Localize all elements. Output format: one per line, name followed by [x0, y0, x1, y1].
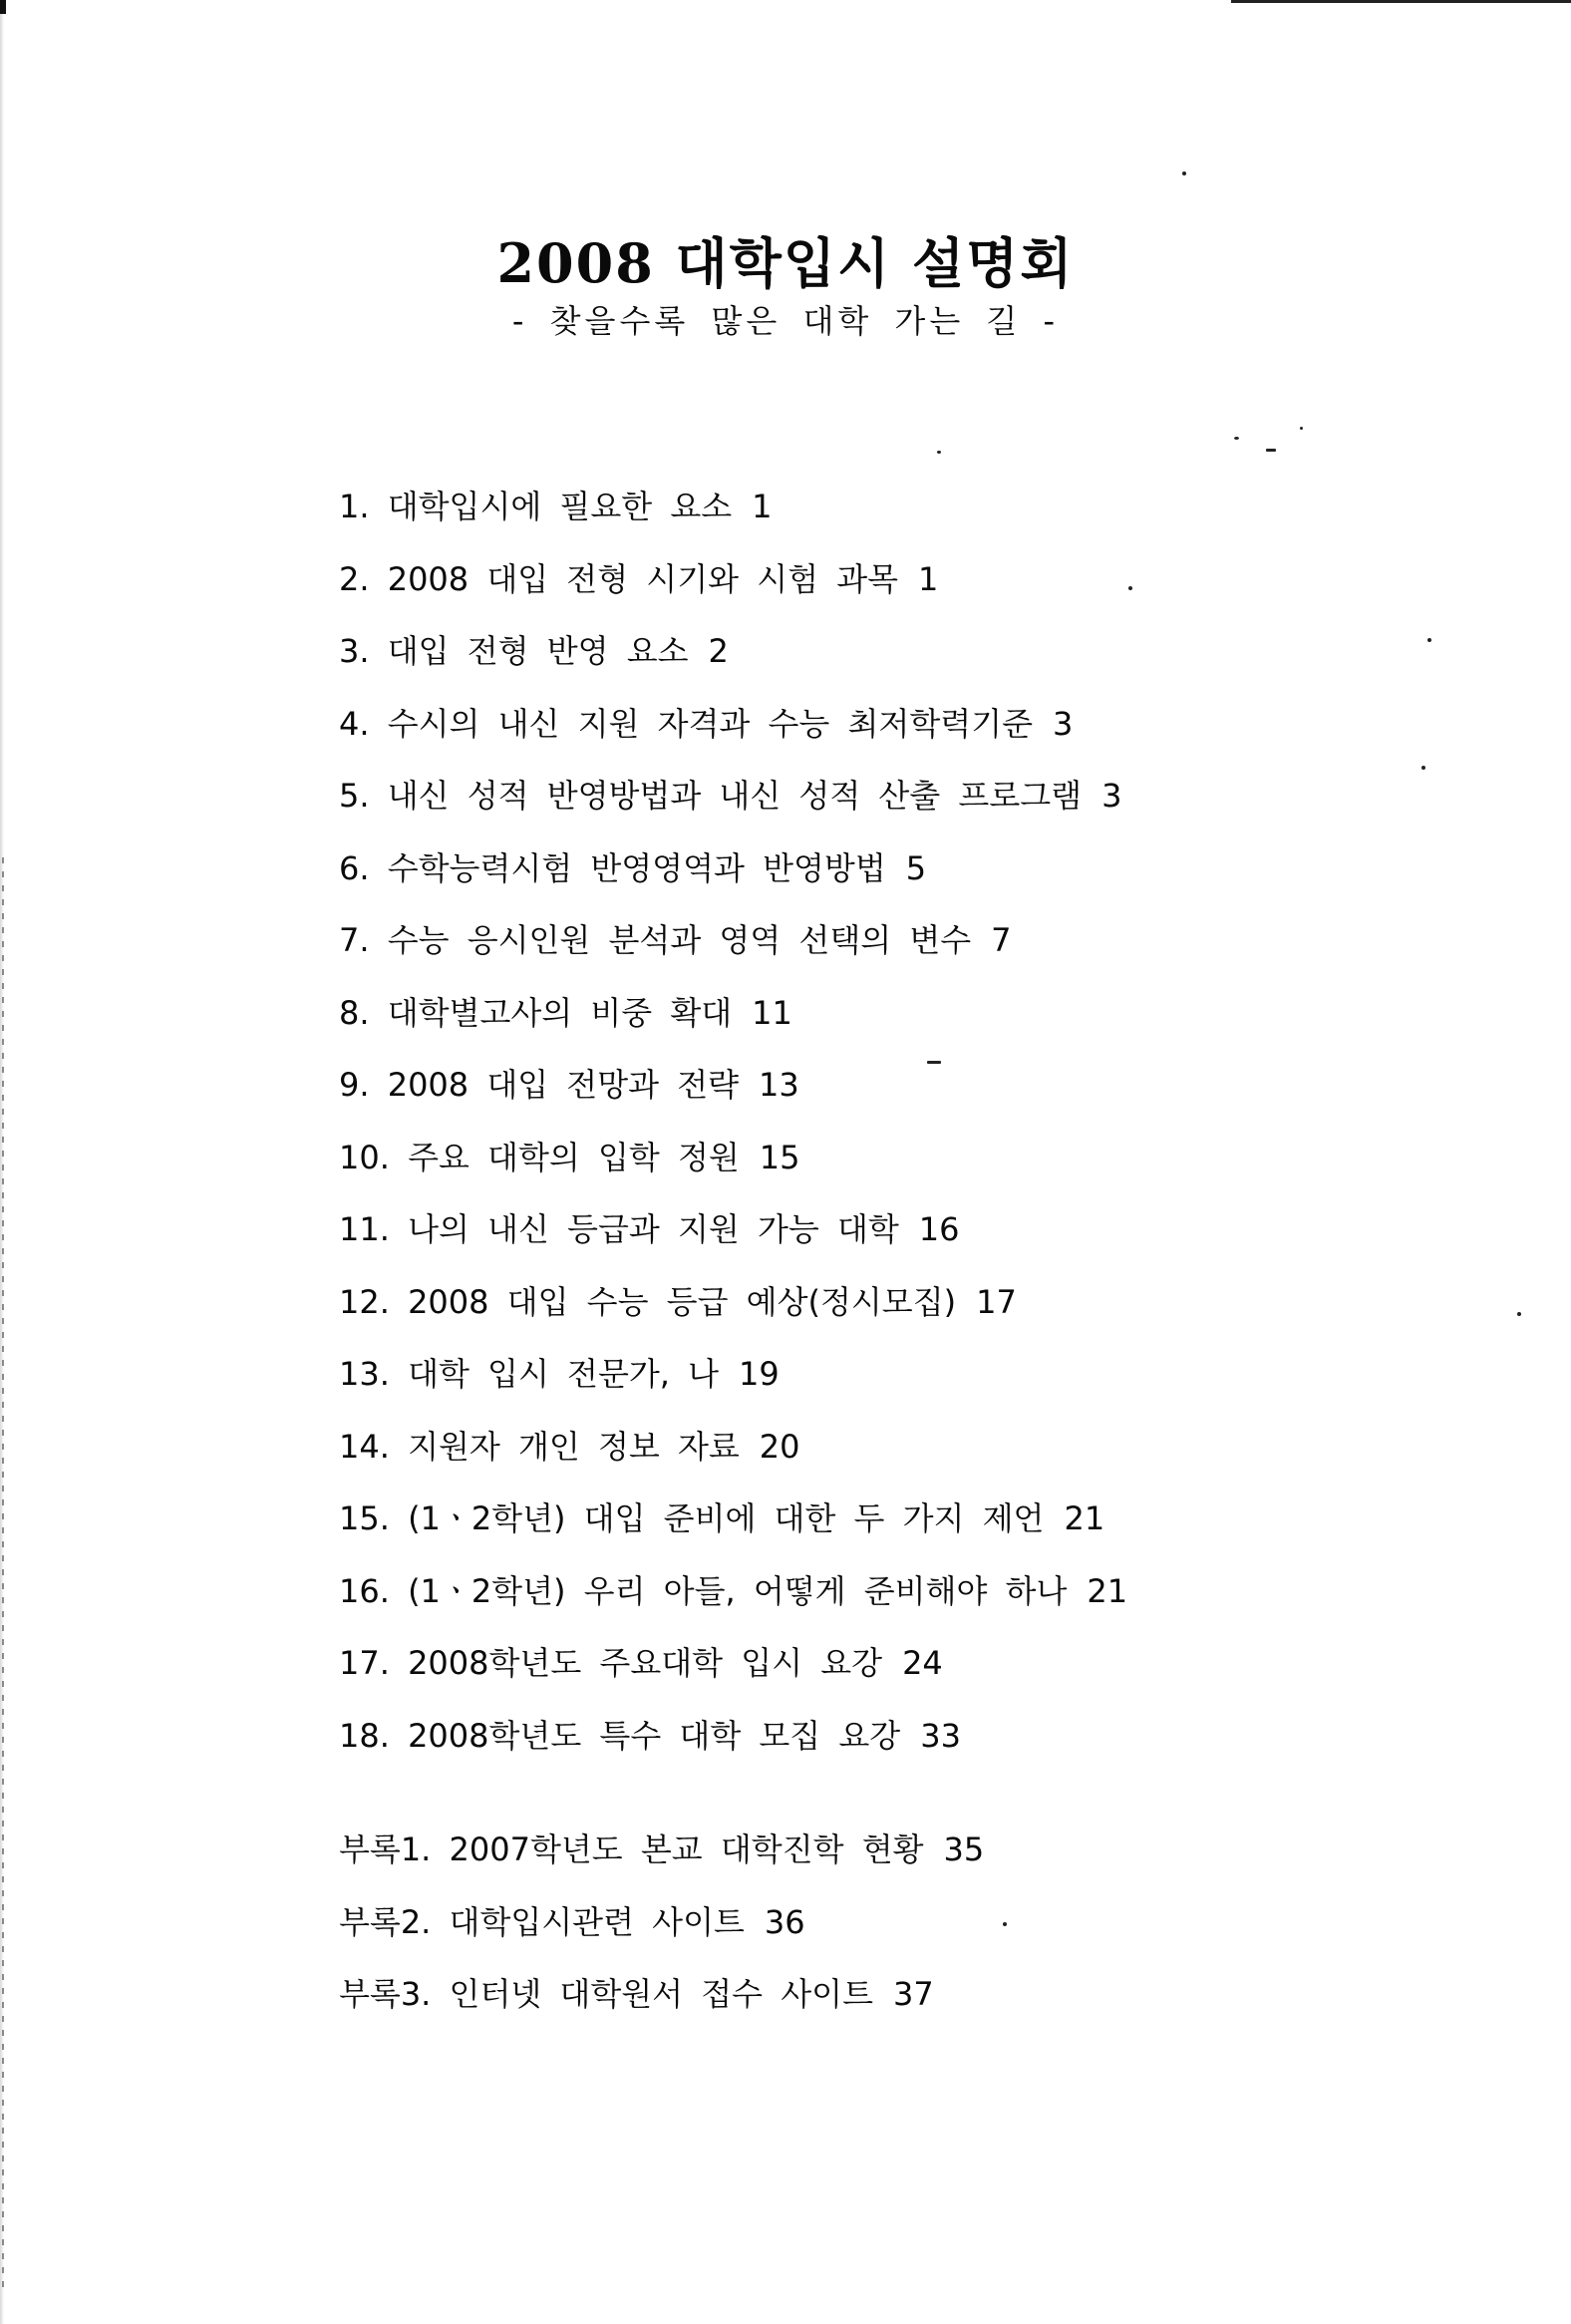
toc-item-label: 13. 대학 입시 전문가, 나 — [339, 1355, 720, 1393]
title-block — [0, 231, 1571, 340]
scan-speck — [1234, 437, 1239, 440]
toc-item-label: 9. 2008 대입 전망과 전략 — [339, 1066, 740, 1104]
page-title: 2008 대학입시 설명회 — [496, 231, 1075, 295]
toc-item-page: 21 — [1087, 1571, 1128, 1610]
toc-item — [339, 1494, 1336, 1567]
scan-speck — [1421, 766, 1425, 770]
toc-item — [339, 916, 1336, 989]
toc-item-page: 3 — [1052, 704, 1074, 743]
scan-speck — [1266, 449, 1276, 452]
toc-item — [339, 772, 1336, 844]
scan-speck — [1517, 1312, 1521, 1316]
toc-item-page: 1 — [752, 488, 773, 525]
toc-item — [339, 1350, 1336, 1423]
toc-appendix-item — [339, 1826, 1336, 1898]
scan-speck — [1182, 171, 1186, 175]
toc-item-label: 15. (1ㆍ2학년) 대입 준비에 대한 두 가지 제언 — [339, 1499, 1045, 1537]
toc-item-page: 15 — [759, 1138, 800, 1176]
toc-item — [339, 627, 1336, 700]
toc-item-label: 부록2. 대학입시관련 사이트 — [339, 1902, 745, 1941]
toc-item — [339, 1567, 1336, 1640]
toc-item-label: 2. 2008 대입 전형 시기와 시험 과목 — [339, 559, 899, 598]
toc-item-label: 1. 대학입시에 필요한 요소 — [339, 488, 733, 525]
scan-line-top — [1231, 0, 1571, 3]
toc-item-page: 24 — [902, 1644, 943, 1682]
toc-item-label: 16. (1ㆍ2학년) 우리 아들, 어떻게 준비해야 하나 — [339, 1571, 1068, 1610]
toc-item-label: 18. 2008학년도 특수 대학 모집 요강 — [339, 1716, 901, 1755]
scan-speck — [937, 451, 941, 454]
toc-item — [339, 1134, 1336, 1206]
toc-item — [339, 1712, 1336, 1785]
toc-item — [339, 555, 1336, 628]
toc-item — [339, 844, 1336, 917]
toc-item — [339, 1423, 1336, 1495]
toc-item — [339, 700, 1336, 773]
corner-mark — [0, 0, 6, 14]
scan-speck — [1300, 427, 1303, 430]
toc-item — [339, 1278, 1336, 1351]
toc-item-label: 14. 지원자 개인 정보 자료 — [339, 1427, 740, 1466]
toc-item — [339, 483, 1336, 555]
toc-item-page: 36 — [764, 1902, 805, 1941]
toc-item-page: 19 — [739, 1355, 780, 1393]
toc-appendix-item — [339, 1898, 1336, 1971]
toc-item-page: 17 — [976, 1282, 1017, 1321]
toc-item-page: 7 — [991, 921, 1012, 959]
toc-item-label: 4. 수시의 내신 지원 자격과 수능 최저학력기준 — [339, 704, 1033, 743]
toc-appendix-item — [339, 1970, 1336, 2043]
toc-item — [339, 1061, 1336, 1134]
toc-item-page: 16 — [918, 1210, 960, 1248]
toc-item-page: 35 — [943, 1830, 985, 1868]
toc-item-label: 3. 대입 전형 반영 요소 — [339, 632, 689, 670]
toc-item-page: 11 — [752, 993, 792, 1032]
toc-item-label: 6. 수학능력시험 반영영역과 반영방법 — [339, 848, 886, 887]
toc-item-page: 37 — [893, 1975, 934, 2013]
toc-item — [339, 989, 1336, 1062]
toc-item-page: 33 — [920, 1716, 961, 1755]
toc-item-label: 10. 주요 대학의 입학 정원 — [339, 1138, 740, 1176]
toc-item-label: 8. 대학별고사의 비중 확대 — [339, 993, 733, 1032]
table-of-contents — [339, 483, 1336, 2043]
toc-item-label: 부록1. 2007학년도 본교 대학진학 현황 — [339, 1830, 924, 1868]
scan-mark-left — [2, 857, 4, 2293]
toc-item-page: 5 — [905, 848, 927, 887]
toc-item-page: 13 — [759, 1066, 799, 1104]
scan-speck — [1427, 638, 1431, 642]
toc-item-page: 1 — [918, 559, 939, 598]
toc-item-page: 20 — [759, 1427, 800, 1466]
toc-section-gap — [339, 1784, 1336, 1826]
toc-item-label: 7. 수능 응시인원 분석과 영역 선택의 변수 — [339, 921, 972, 959]
toc-item-label: 12. 2008 대입 수능 등급 예상(정시모집) — [339, 1282, 957, 1321]
page-subtitle: - 찾을수록 많은 대학 가는 길 - — [511, 301, 1060, 340]
toc-item-page: 2 — [708, 632, 729, 670]
toc-item-label: 5. 내신 성적 반영방법과 내신 성적 산출 프로그램 — [339, 777, 1083, 815]
toc-item-label: 11. 나의 내신 등급과 지원 가능 대학 — [339, 1210, 899, 1248]
toc-item-label: 부록3. 인터넷 대학원서 접수 사이트 — [339, 1975, 873, 2013]
toc-item-page: 21 — [1064, 1499, 1105, 1537]
toc-item — [339, 1205, 1336, 1278]
toc-item — [339, 1639, 1336, 1712]
toc-item-page: 3 — [1101, 777, 1122, 815]
toc-item-label: 17. 2008학년도 주요대학 입시 요강 — [339, 1644, 883, 1682]
